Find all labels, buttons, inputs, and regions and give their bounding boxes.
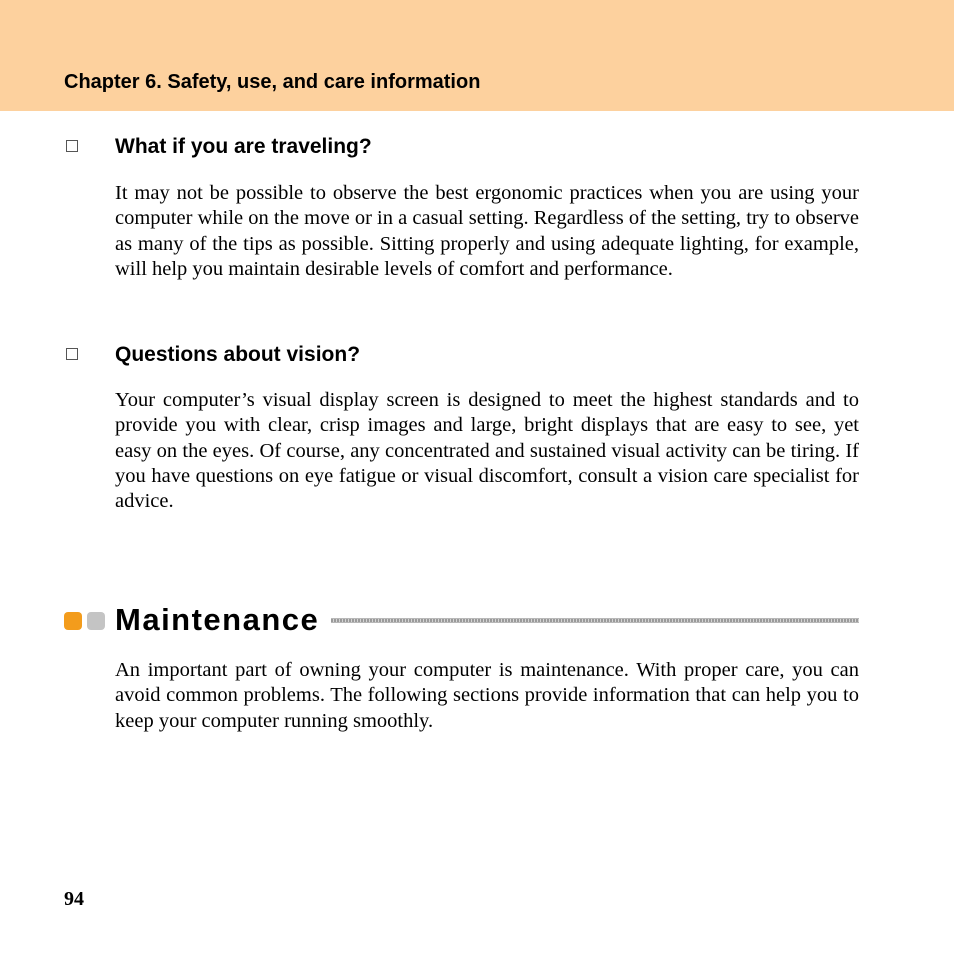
- orange-square-icon: [64, 612, 82, 630]
- chapter-title: Chapter 6. Safety, use, and care information: [64, 71, 481, 93]
- square-bullet-icon: [66, 348, 78, 360]
- vision-heading: Questions about vision?: [115, 343, 361, 366]
- maintenance-paragraph: An important part of owning your computer is maintenance. With proper care, you can avoid common problems. The following sections provide information that can help you to keep your computer running smoothly.: [115, 659, 859, 732]
- grey-square-icon: [87, 612, 105, 630]
- vision-paragraph: Your computer’s visual display screen is designed to meet the highest standards and to provide you with clear, crisp images and large, bright displays that are easy to see, yet easy on the eyes. Of course, any concentrated and sustained visual activity can be tiring. If you have questions on eye fatigue or visual discomfort, consult a vision care specialist for advice.: [115, 389, 859, 513]
- square-bullet-icon: [66, 140, 78, 152]
- traveling-paragraph: It may not be possible to observe the best ergonomic practices when you are using your computer while on the move or in a casual setting. Regardless of the setting, try to observe as many of the tips as possible. Sitting properly and using adequate lighting, for example, will help you maintain desirable levels of comfort and performance.: [115, 182, 859, 280]
- page-number: 94: [64, 888, 84, 910]
- maintenance-title: Maintenance: [115, 602, 320, 637]
- chapter-header-band: [0, 0, 954, 111]
- traveling-heading: What if you are traveling?: [115, 135, 372, 158]
- section-divider: [331, 618, 859, 623]
